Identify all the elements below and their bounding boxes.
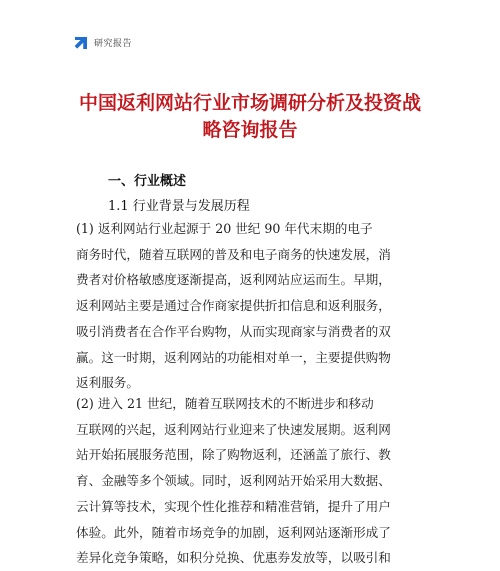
paragraph-line: 赢。这一时期，返利网站的功能相对单一，主要提供购物 (76, 349, 391, 365)
title-line-2: 略咨询报告 (202, 119, 298, 141)
paragraph-line: 育、金融等多个领域。同时，返利网站开始采用大数据、 (76, 473, 391, 489)
paragraph-line: 返利服务。 (76, 375, 139, 391)
title-line-1: 中国返利网站行业市场调研分析及投资战 (78, 92, 421, 114)
paragraph-line: 互联网的兴起，返利网站行业迎来了快速发展期。返利网 (76, 421, 391, 437)
page-header (74, 34, 132, 50)
paragraph-line: 返利网站主要是通过合作商家提供折扣信息和返利服务， (76, 298, 391, 314)
paragraph-line: 吸引消费者在合作平台购物，从而实现商家与消费者的双 (76, 323, 391, 339)
paragraph-line: 云计算等技术，实现个性化推荐和精准营销，提升了用户 (76, 498, 391, 514)
document-title (60, 90, 440, 144)
paragraph-1 (76, 216, 436, 396)
paragraph-line: 差异化竞争策略，如积分兑换、优惠券发放等，以吸引和 (76, 550, 391, 566)
paragraph-line: 体验。此外，随着市场竞争的加剧，返利网站逐渐形成了 (76, 524, 391, 540)
paragraph-2 (76, 391, 436, 571)
paragraph-line: (2) 进入 21 世纪，随着互联网技术的不断进步和移动 (76, 396, 374, 411)
paragraph-line: 商务时代，随着互联网的普及和电子商务的快速发展，消 (76, 246, 391, 262)
header-label: 研究报告 (94, 38, 133, 49)
paragraph-line: 站开始拓展服务范围，除了购物返利，还涵盖了旅行、教 (76, 447, 391, 463)
arrow-logo-icon (74, 35, 88, 49)
paragraph-line: 费者对价格敏感度逐渐提高，返利网站应运而生。早期， (76, 272, 391, 288)
subsection-heading: 1.1 行业背景与发展历程 (108, 199, 250, 214)
section-heading: 一、行业概述 (108, 174, 187, 189)
paragraph-line: (1) 返利网站行业起源于 20 世纪 90 年代末期的电子 (76, 221, 373, 236)
